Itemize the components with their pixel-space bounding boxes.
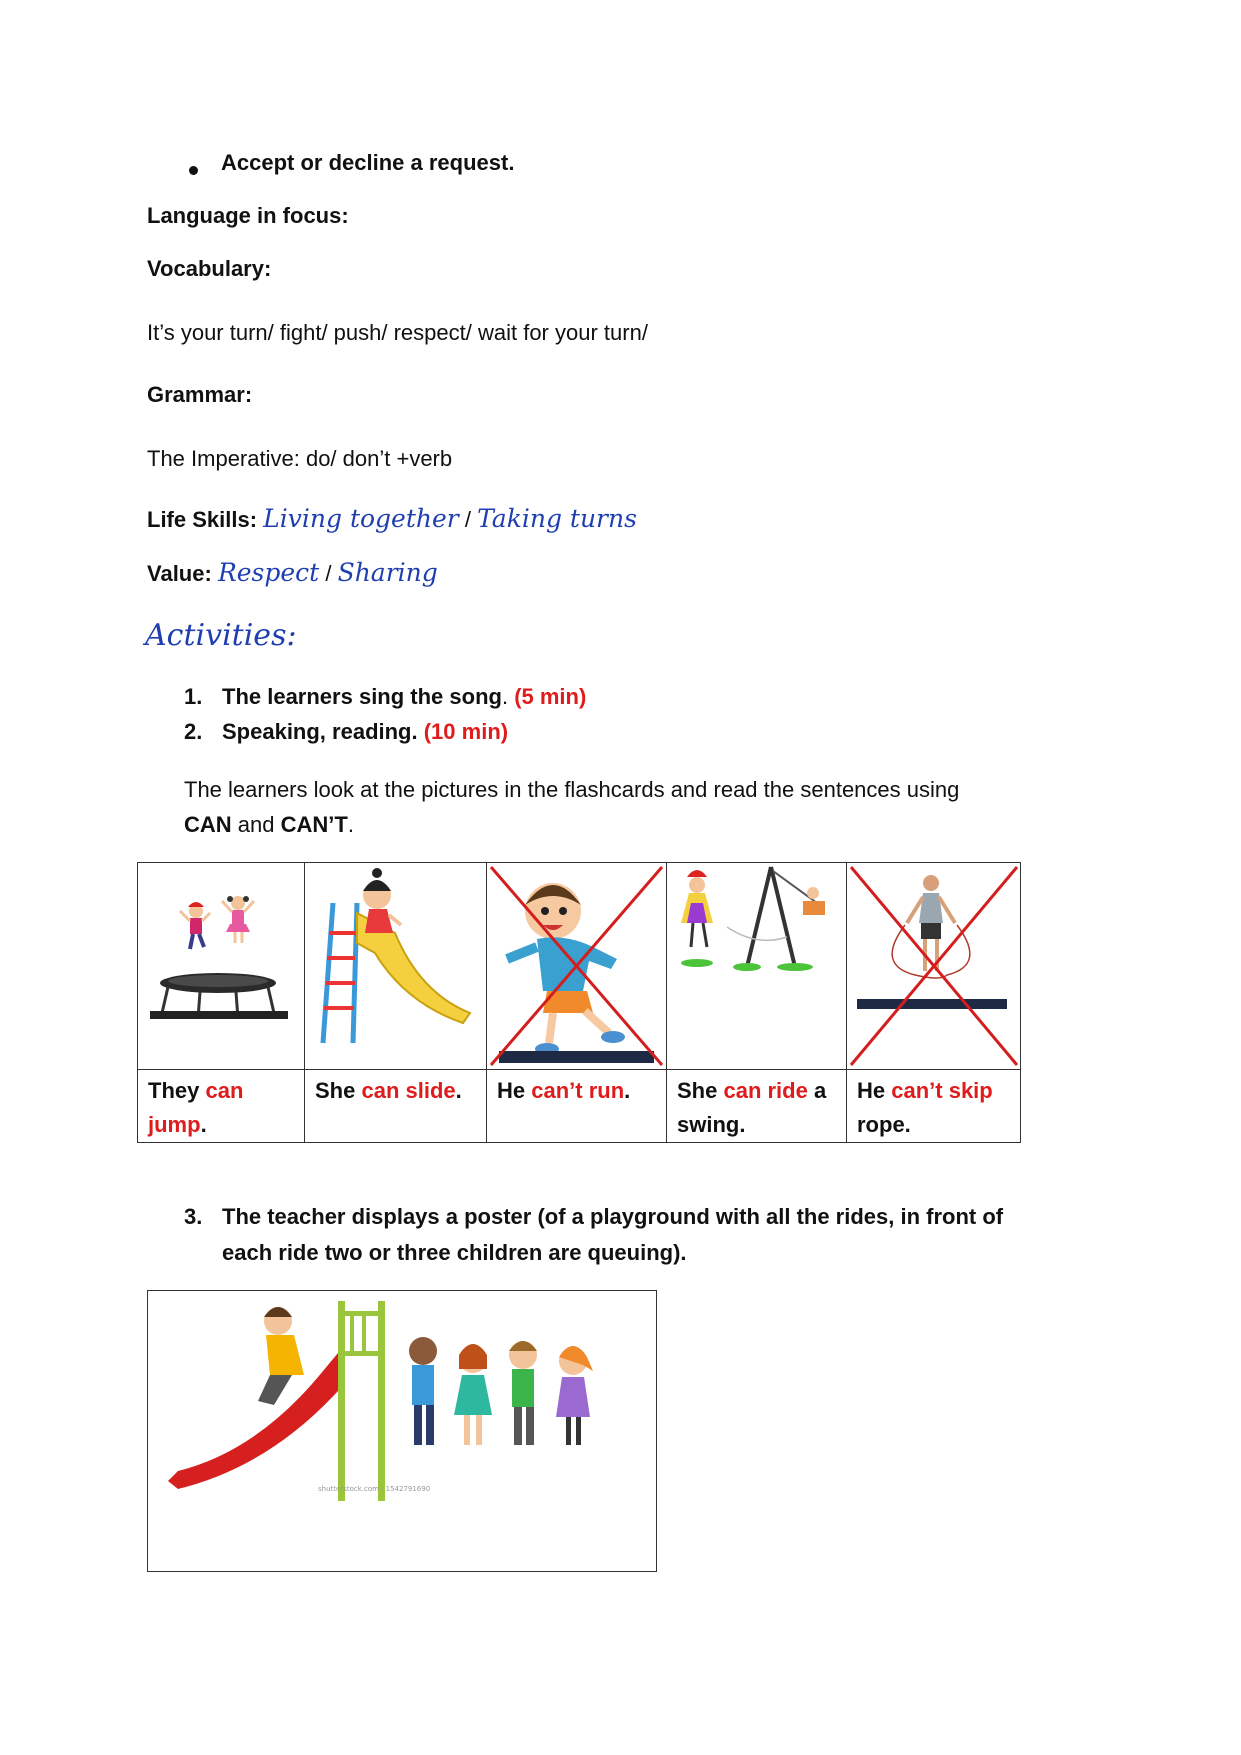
caption-end: . (624, 1078, 631, 1103)
instruction-end: . (347, 812, 354, 837)
caption-pre: He (857, 1078, 892, 1103)
instruction-can: CAN (184, 812, 232, 837)
flashcard-picture-jump (138, 863, 305, 1070)
activity-punct: . (501, 684, 515, 709)
activities-heading: Activities: (145, 618, 297, 653)
flashcard-caption-run (487, 1070, 667, 1143)
caption-end: rope. (857, 1112, 911, 1137)
caption-pre: She (677, 1078, 724, 1103)
flashcards-picture-row (138, 863, 1021, 1070)
caption-pre: They (148, 1078, 206, 1103)
caption-end: . (200, 1112, 207, 1137)
value-2: Sharing (337, 558, 438, 587)
instruction-and: and (231, 812, 281, 837)
flashcards-caption-row (138, 1070, 1021, 1143)
language-focus-title: Language in focus: (147, 203, 349, 228)
slide-queue-illustration-icon (148, 1291, 656, 1571)
activity-text: The teacher displays a poster (of a playground with all the rides, in front of (222, 1204, 1004, 1229)
activity-text-2: each ride two or three children are queuing). (222, 1240, 687, 1265)
flashcard-picture-swing (667, 863, 847, 1070)
caption-verb-2: jump (148, 1112, 201, 1137)
running-boy-icon (487, 863, 666, 1069)
value-1: Respect (217, 558, 320, 587)
caption-verb: can’t run (531, 1078, 625, 1103)
swing-set-icon (667, 863, 846, 1069)
value-line (147, 558, 438, 587)
activity-text: The learners sing the song (222, 684, 502, 709)
queue-kid-2-icon (454, 1344, 492, 1445)
activity-time: (10 min) (423, 719, 509, 744)
activity-item-3 (184, 1199, 1084, 1271)
caption-verb: can’t skip (891, 1078, 993, 1103)
caption-verb: can slide (361, 1078, 456, 1103)
grammar-text: The Imperative: do/ don’t +verb (147, 446, 453, 471)
trampoline-kids-icon (138, 863, 304, 1069)
activity-number: 3. (184, 1204, 203, 1229)
playground-poster (147, 1290, 657, 1572)
flashcard-caption-skip (847, 1070, 1021, 1143)
life-skills-sep: / (458, 507, 478, 532)
activity-instruction (184, 772, 1084, 842)
life-skills-1: Living together (263, 504, 459, 533)
life-skills-2: Taking turns (477, 504, 637, 533)
objective-bullet: Accept or decline a request. (221, 150, 515, 175)
caption-verb: can ride (723, 1078, 808, 1103)
flashcards-table (137, 862, 1021, 1143)
flashcard-picture-run (487, 863, 667, 1070)
instruction-text: The learners look at the pictures in the flashcards and read the sentences using (184, 777, 960, 802)
girl-on-slide-icon (305, 863, 486, 1069)
value-label: Value: (147, 561, 212, 586)
caption-post: a (807, 1078, 827, 1103)
caption-end: . (455, 1078, 462, 1103)
grammar-label: Grammar: (147, 382, 253, 407)
jump-rope-man-icon (847, 863, 1020, 1069)
bullet-icon (189, 166, 198, 175)
activity-item-1 (184, 684, 586, 710)
caption-pre: She (315, 1078, 362, 1103)
activity-number: 1. (184, 684, 203, 709)
svg-text:shutterstock.com · 1542791690: shutterstock.com · 1542791690 (318, 1485, 431, 1493)
life-skills-label: Life Skills: (147, 507, 258, 532)
flashcard-picture-slide (305, 863, 487, 1070)
flashcard-picture-skip (847, 863, 1021, 1070)
flashcard-caption-slide (305, 1070, 487, 1143)
vocabulary-text: It’s your turn/ fight/ push/ respect/ wait for your turn/ (147, 320, 648, 345)
flashcard-caption-swing (667, 1070, 847, 1143)
caption-verb: can (205, 1078, 244, 1103)
activity-text: Speaking, reading. (222, 719, 418, 744)
value-sep: / (319, 561, 338, 586)
caption-end: swing. (677, 1112, 746, 1137)
caption-pre: He (497, 1078, 532, 1103)
vocabulary-label: Vocabulary: (147, 256, 272, 281)
activity-time: (5 min) (514, 684, 587, 709)
queue-kid-3-icon (509, 1341, 537, 1445)
queue-kid-1-icon (409, 1337, 437, 1445)
life-skills-line (147, 504, 637, 533)
activity-number: 2. (184, 719, 203, 744)
flashcard-caption-jump (138, 1070, 305, 1143)
instruction-cant: CAN’T (280, 812, 348, 837)
queue-kid-4-icon (556, 1346, 593, 1445)
activity-item-2 (184, 719, 508, 745)
